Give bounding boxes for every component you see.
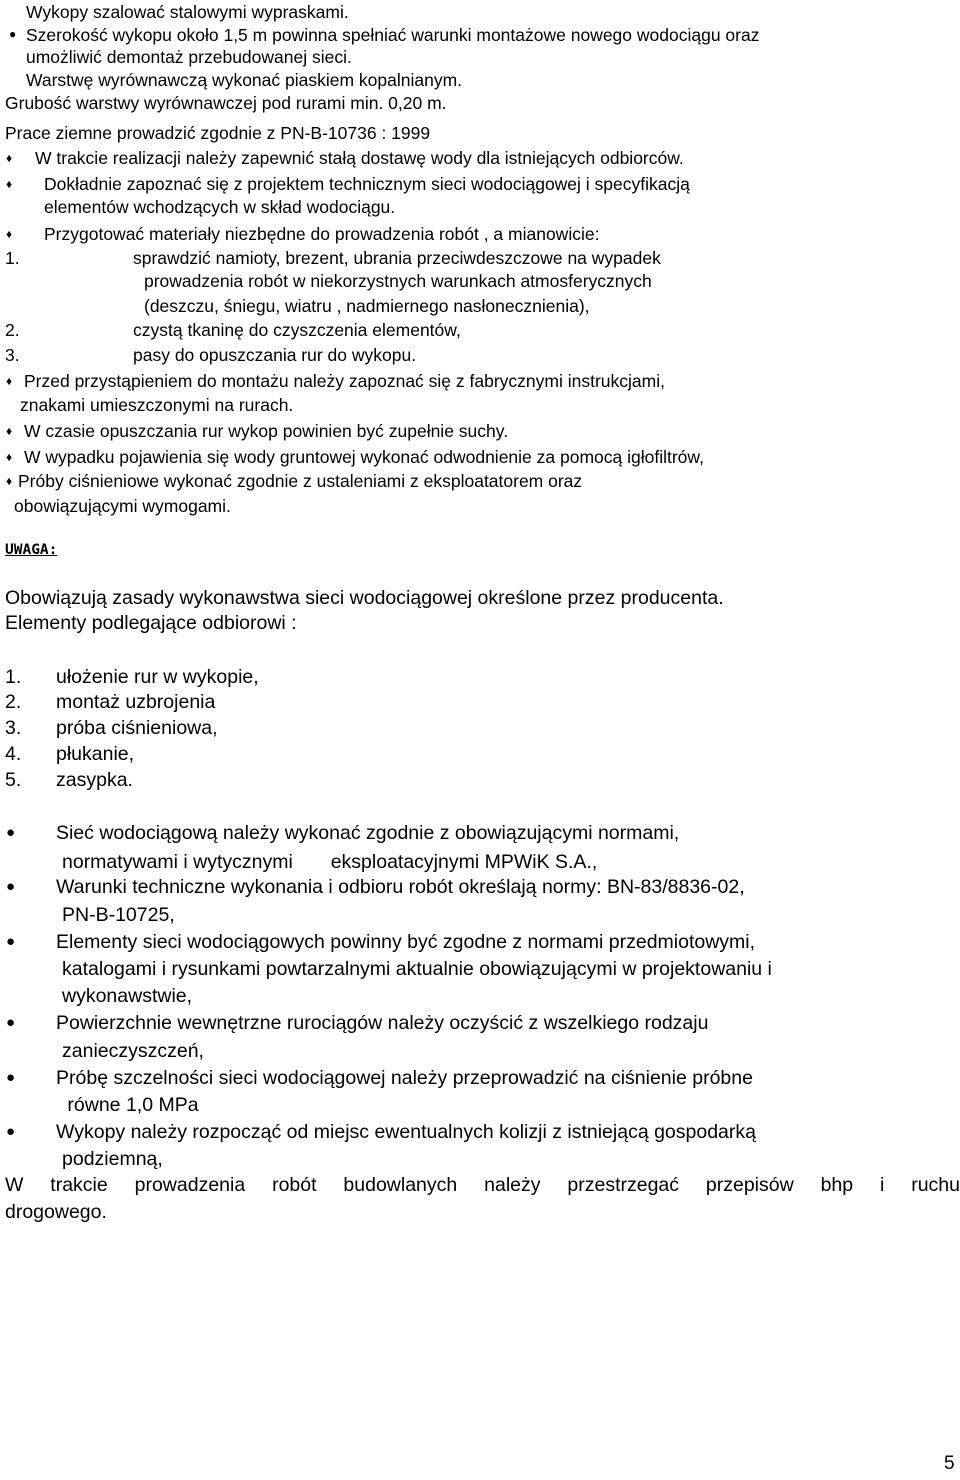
list-item: podziemną, [62,1148,163,1170]
text-line: Próby ciśnieniowe wykonać zgodnie z ustaleniami z eksploatatorem oraz [18,471,583,491]
list-item: (deszczu, śniegu, wiatru , nadmiernego nasłonecznienia), [144,296,590,316]
bullet-dot: ● [6,824,16,841]
list-number: 5. [5,769,22,791]
text-line: Prace ziemne prowadzić zgodnie z PN-B-10736 : 1999 [5,123,431,143]
text-line: Warstwę wyrównawczą wykonać piaskiem kopalnianym. [26,70,463,90]
text-line: Przygotować materiały niezbędne do prowadzenia robót , a mianowicie: [44,224,600,244]
bullet-dot: ● [6,1014,16,1031]
diamond-bullet-icon: ♦ [6,450,13,464]
section-heading: UWAGA: [5,542,58,558]
bullet-dot: ● [6,1123,16,1140]
bullet-dot: ● [6,878,16,895]
list-item: normatywami i wytycznymi eksploatacyjnymi MPWiK S.A., [62,851,598,873]
list-item: wykonawstwie, [62,985,193,1007]
diamond-bullet-icon: ♦ [6,177,13,191]
list-item: zasypka. [56,769,133,791]
text-line: Dokładnie zapoznać się z projektem technicznym sieci wodociągowej i specyfikacją [44,174,690,194]
text-line: elementów wchodzących w skład wodociągu. [44,197,396,217]
text-line: W wypadku pojawienia się wody gruntowej wykonać odwodnienie za pomocą igłofiltrów, [24,447,704,467]
text-line: W trakcie realizacji należy zapewnić stałą dostawę wody dla istniejących odbiorców. [35,148,684,168]
paragraph: Obowiązują zasady wykonawstwa sieci wodociągowej określone przez producenta. [5,587,724,609]
bullet-dot: ● [6,933,16,950]
closing-paragraph: drogowego. [5,1201,107,1223]
diamond-bullet-icon: ♦ [6,374,13,388]
page-number: 5 [944,1453,955,1474]
list-item: katalogami i rysunkami powtarzalnymi aktualnie obowiązującymi w projektowaniu i [62,958,772,980]
text-line: obowiązującymi wymogami. [14,496,231,516]
text-line: W czasie opuszczania rur wykop powinien być zupełnie suchy. [24,421,509,441]
list-number: 1. [5,248,20,268]
list-item: zanieczyszczeń, [62,1040,204,1062]
text-line: Szerokość wykopu około 1,5 m powinna spełniać warunki montażowe nowego wodociągu oraz [26,25,760,45]
text-line: Wykopy szalować stalowymi wypraskami. [26,2,349,22]
text-line: Grubość warstwy wyrównawczej pod rurami min. 0,20 m. [5,93,447,113]
list-item: Warunki techniczne wykonania i odbioru robót określają normy: BN-83/8836-02, [56,876,745,898]
text-line: Przed przystąpieniem do montażu należy zapoznać się z fabrycznymi instrukcjami, [24,371,665,391]
list-number: 3. [5,717,22,739]
list-item: Sieć wodociągową należy wykonać zgodnie z obowiązującymi normami, [56,822,680,844]
text-line: umożliwić demontaż przebudowanej sieci. [26,47,352,67]
list-number: 1. [5,666,22,688]
list-item: pasy do opuszczania rur do wykopu. [133,345,417,365]
list-item: Próbę szczelności sieci wodociągowej należy przeprowadzić na ciśnienie próbne [56,1067,753,1089]
list-item: sprawdzić namioty, brezent, ubrania przeciwdeszczowe na wypadek [133,248,661,268]
list-item: równe 1,0 MPa [62,1094,199,1116]
list-item: płukanie, [56,743,135,765]
diamond-bullet-icon: ♦ [6,227,13,241]
list-item: czystą tkaninę do czyszczenia elementów, [133,320,461,340]
diamond-bullet-icon: ♦ [6,151,13,165]
list-item: próba ciśnieniowa, [56,717,218,739]
list-number: 3. [5,345,20,365]
paragraph: Elementy podlegające odbiorowi : [5,612,297,634]
list-item: montaż uzbrojenia [56,691,216,713]
list-number: 4. [5,743,22,765]
list-number: 2. [5,691,22,713]
bullet-dot: ● [6,1069,16,1086]
list-item: Powierzchnie wewnętrzne rurociągów należy oczyścić z wszelkiego rodzaju [56,1012,709,1034]
diamond-bullet-icon: ♦ [6,424,13,438]
bullet-dot: ● [9,27,17,41]
closing-paragraph: W trakcie prowadzenia robót budowlanych należy przestrzegać przepisów bhp i ruchu [5,1174,960,1196]
list-item: prowadzenia robót w niekorzystnych warunkach atmosferycznych [144,271,652,291]
list-item: Wykopy należy rozpocząć od miejsc ewentualnych kolizji z istniejącą gospodarką [56,1121,756,1143]
text-line: znakami umieszczonymi na rurach. [20,395,294,415]
list-item: Elementy sieci wodociągowych powinny być zgodne z normami przedmiotowymi, [56,931,756,953]
list-item: ułożenie rur w wykopie, [56,666,259,688]
list-item: PN-B-10725, [62,904,175,926]
diamond-bullet-icon: ♦ [6,474,13,488]
list-number: 2. [5,320,20,340]
